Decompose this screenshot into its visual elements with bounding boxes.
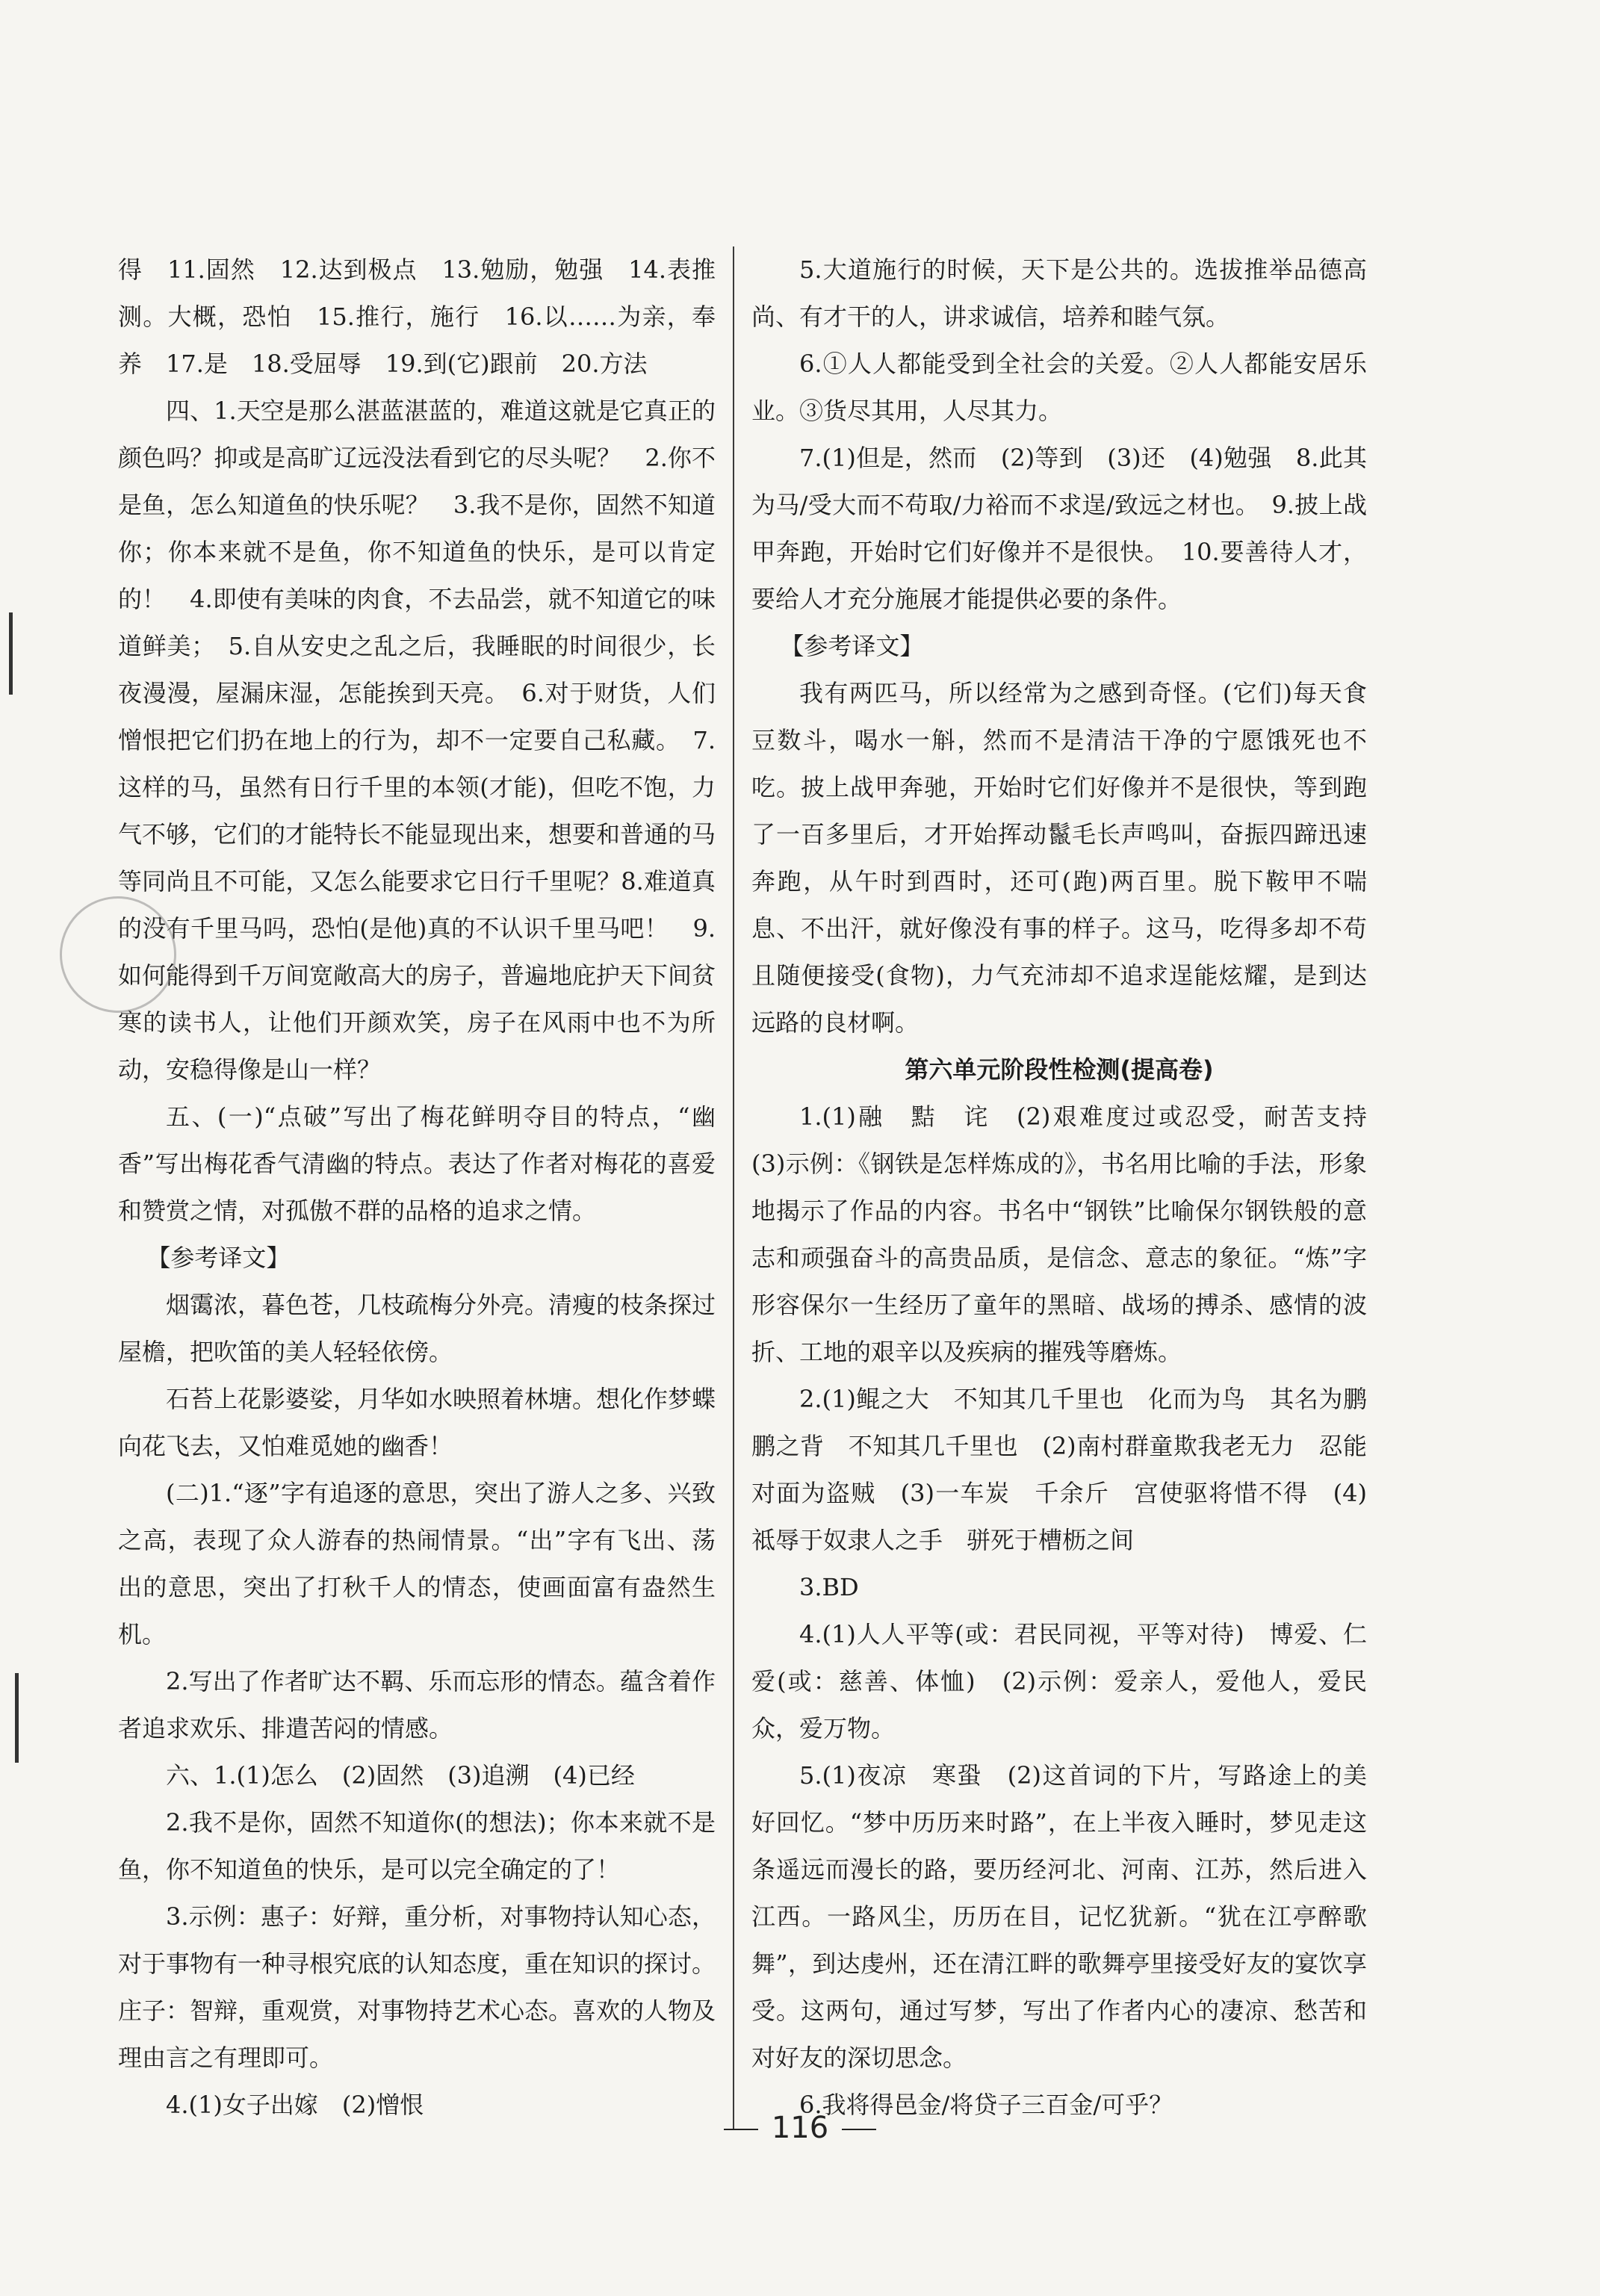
section-heading: 第六单元阶段性检测(提高卷)	[905, 1055, 1214, 1084]
right-paragraph: 6.我将得邑金/将贷子三百金/可乎？	[799, 2091, 1173, 2119]
right-paragraph: 5.(1)夜凉 寒蛩 (2)这首词的下片，写路途上的美好回忆。“梦中历历来时路”，在上半夜入睡时，梦见走这条遥远而漫长的路，要历经河北、河南、江苏，然后进入江西。一路风尘，历历在目，记忆犹新。“犹在江亭醉歌舞”，到达虔州，还在清江畔的歌舞亭里接受好友的宴饮享受。这两句，通过写梦，写出了作者内心的凄凉、愁苦和对好友的深切思念。	[751, 1761, 1367, 2072]
page-number-dash-right	[842, 2129, 876, 2130]
left-paragraph: 五、(一)“点破”写出了梅花鲜明夺目的特点，“幽香”写出梅花香气清幽的特点。表达了作者对梅花的喜爱和赞赏之情，对孤傲不群的品格的追求之情。	[118, 1102, 716, 1225]
left-paragraph: 四、1.天空是那么湛蓝湛蓝的，难道这就是它真正的颜色吗？抑或是高旷辽远没法看到它的尽头呢？ 2.你不是鱼，怎么知道鱼的快乐呢？ 3.我不是你，固然不知道你；你本来就不是鱼，你不知道鱼的快乐，是可以肯定的！ 4.即使有美味的肉食，不去品尝，就不知道它的味道鲜美； 5.自从安史之乱之后，我睡眠的时间很少，长夜漫漫，屋漏床湿，怎能挨到天亮。 6.对于财货，人们憎恨把它们扔在地上的行为，却不一定要自己私藏。 7.这样的马，虽然有日行千里的本领(才能)，但吃不饱，力气不够，它们的才能特长不能显现出来，想要和普通的马等同尚且不可能，又怎么能要求它日行千里呢？8.难道真的没有千里马吗，恐怕(是他)真的不认识千里马吧！ 9.如何能得到千万间宽敞高大的房子，普遍地庇护天下间贫寒的读书人，让他们开颜欢笑，房子在风雨中也不为所动，安稳得像是山一样？	[118, 397, 716, 1084]
left-paragraph: 2.我不是你，固然不知道你(的想法)；你本来就不是鱼，你不知道鱼的快乐，是可以完全确定的了！	[118, 1808, 716, 1884]
left-paragraph: 石苔上花影婆娑，月华如水映照着林塘。想化作梦蝶向花飞去，又怕难觅她的幽香！	[118, 1385, 716, 1460]
left-paragraph: 2.写出了作者旷达不羁、乐而忘形的情态。蕴含着作者追求欢乐、排遣苦闷的情感。	[118, 1667, 716, 1743]
left-paragraph: 六、1.(1)怎么 (2)固然 (3)追溯 (4)已经	[166, 1761, 635, 1790]
right-paragraph: 5.大道施行的时候，天下是公共的。选拔推举品德高尚、有才干的人，讲求诚信，培养和睦气氛。	[751, 255, 1367, 331]
right-paragraph: 2.(1)鲲之大 不知其几千里也 化而为鸟 其名为鹏 鹏之背 不知其几千里也 (2)南村群童欺我老无力 忍能对面为盗贼 (3)一车炭 千余斤 宫使驱将惜不得 (4)祗辱于奴隶人之手 骈死于槽枥之间	[751, 1385, 1392, 1554]
left-paragraph: 3.示例：惠子：好辩，重分析，对事物持认知心态，对于事物有一种寻根究底的认知态度，重在知识的探讨。庄子：智辩，重观赏，对事物持艺术心态。喜欢的人物及理由言之有理即可。	[118, 1902, 716, 2072]
left-paragraph: (二)1.“逐”字有追逐的意思，突出了游人之多、兴致之高，表现了众人游春的热闹情景。“出”字有飞出、荡出的意思，突出了打秋千人的情态，使画面富有盎然生机。	[118, 1479, 716, 1648]
right-paragraph: 6.①人人都能受到全社会的关爱。②人人都能安居乐业。③货尽其用，人尽其力。	[751, 350, 1367, 425]
right-paragraph: 3.BD	[799, 1573, 859, 1601]
right-paragraph: 1.(1)融 黠 诧 (2)艰难度过或忍受，耐苦支持 (3)示例：《钢铁是怎样炼成的》，书名用比喻的手法，形象地揭示了作品的内容。书名中“钢铁”比喻保尔钢铁般的意志和顽强奋斗的高贵品质，是信念、意志的象征。“炼”字形容保尔一生经历了童年的黑暗、战场的搏杀、感情的波折、工地的艰辛以及疾病的摧残等磨炼。	[751, 1102, 1392, 1366]
page-number-text: 116	[771, 2111, 829, 2145]
translation-heading: 【参考译文】	[146, 1244, 291, 1272]
translation-heading: 【参考译文】	[780, 632, 924, 660]
right-paragraph: 7.(1)但是，然而 (2)等到 (3)还 (4)勉强 8.此其为马/受大而不苟取/力裕而不求逞/致远之材也。 9.披上战甲奔跑，开始时它们好像并不是很快。 10.要善待人才，要给人才充分施展才能提供必要的条件。	[751, 444, 1367, 613]
right-paragraph: 4.(1)人人平等(或：君民同视，平等对待) 博爱、仁爱(或：慈善、体恤) (2)示例：爱亲人，爱他人，爱民众，爱万物。	[751, 1620, 1367, 1743]
page-number-dash-left	[724, 2129, 758, 2130]
column-divider	[733, 246, 734, 2129]
left-paragraph: 4.(1)女子出嫁 (2)憎恨	[166, 2091, 424, 2119]
margin-mark	[15, 1673, 19, 1763]
left-paragraph: 烟霭浓，暮色苍，几枝疏梅分外亮。清瘦的枝条探过屋檐，把吹笛的美人轻轻依傍。	[118, 1291, 716, 1366]
left-column	[118, 246, 716, 2129]
right-paragraph: 我有两匹马，所以经常为之感到奇怪。(它们)每天食豆数斗，喝水一斛，然而不是清洁干净的宁愿饿死也不吃。披上战甲奔驰，开始时它们好像并不是很快，等到跑了一百多里后，才开始挥动鬣毛长声鸣叫，奋振四蹄迅速奔跑，从午时到酉时，还可(跑)两百里。脱下鞍甲不喘息、不出汗，就好像没有事的样子。这马，吃得多却不苟且随便接受(食物)，力气充沛却不追求逞能炫耀，是到达远路的良材啊。	[751, 679, 1367, 1037]
right-column	[751, 246, 1392, 2129]
page-number	[0, 2111, 1600, 2145]
margin-mark	[9, 612, 13, 695]
left-paragraph: 得 11.固然 12.达到极点 13.勉励，勉强 14.表推测。大概，恐怕 15.推行，施行 16.以……为亲，奉养 17.是 18.受屈辱 19.到(它)跟前 20.方法	[118, 255, 716, 378]
